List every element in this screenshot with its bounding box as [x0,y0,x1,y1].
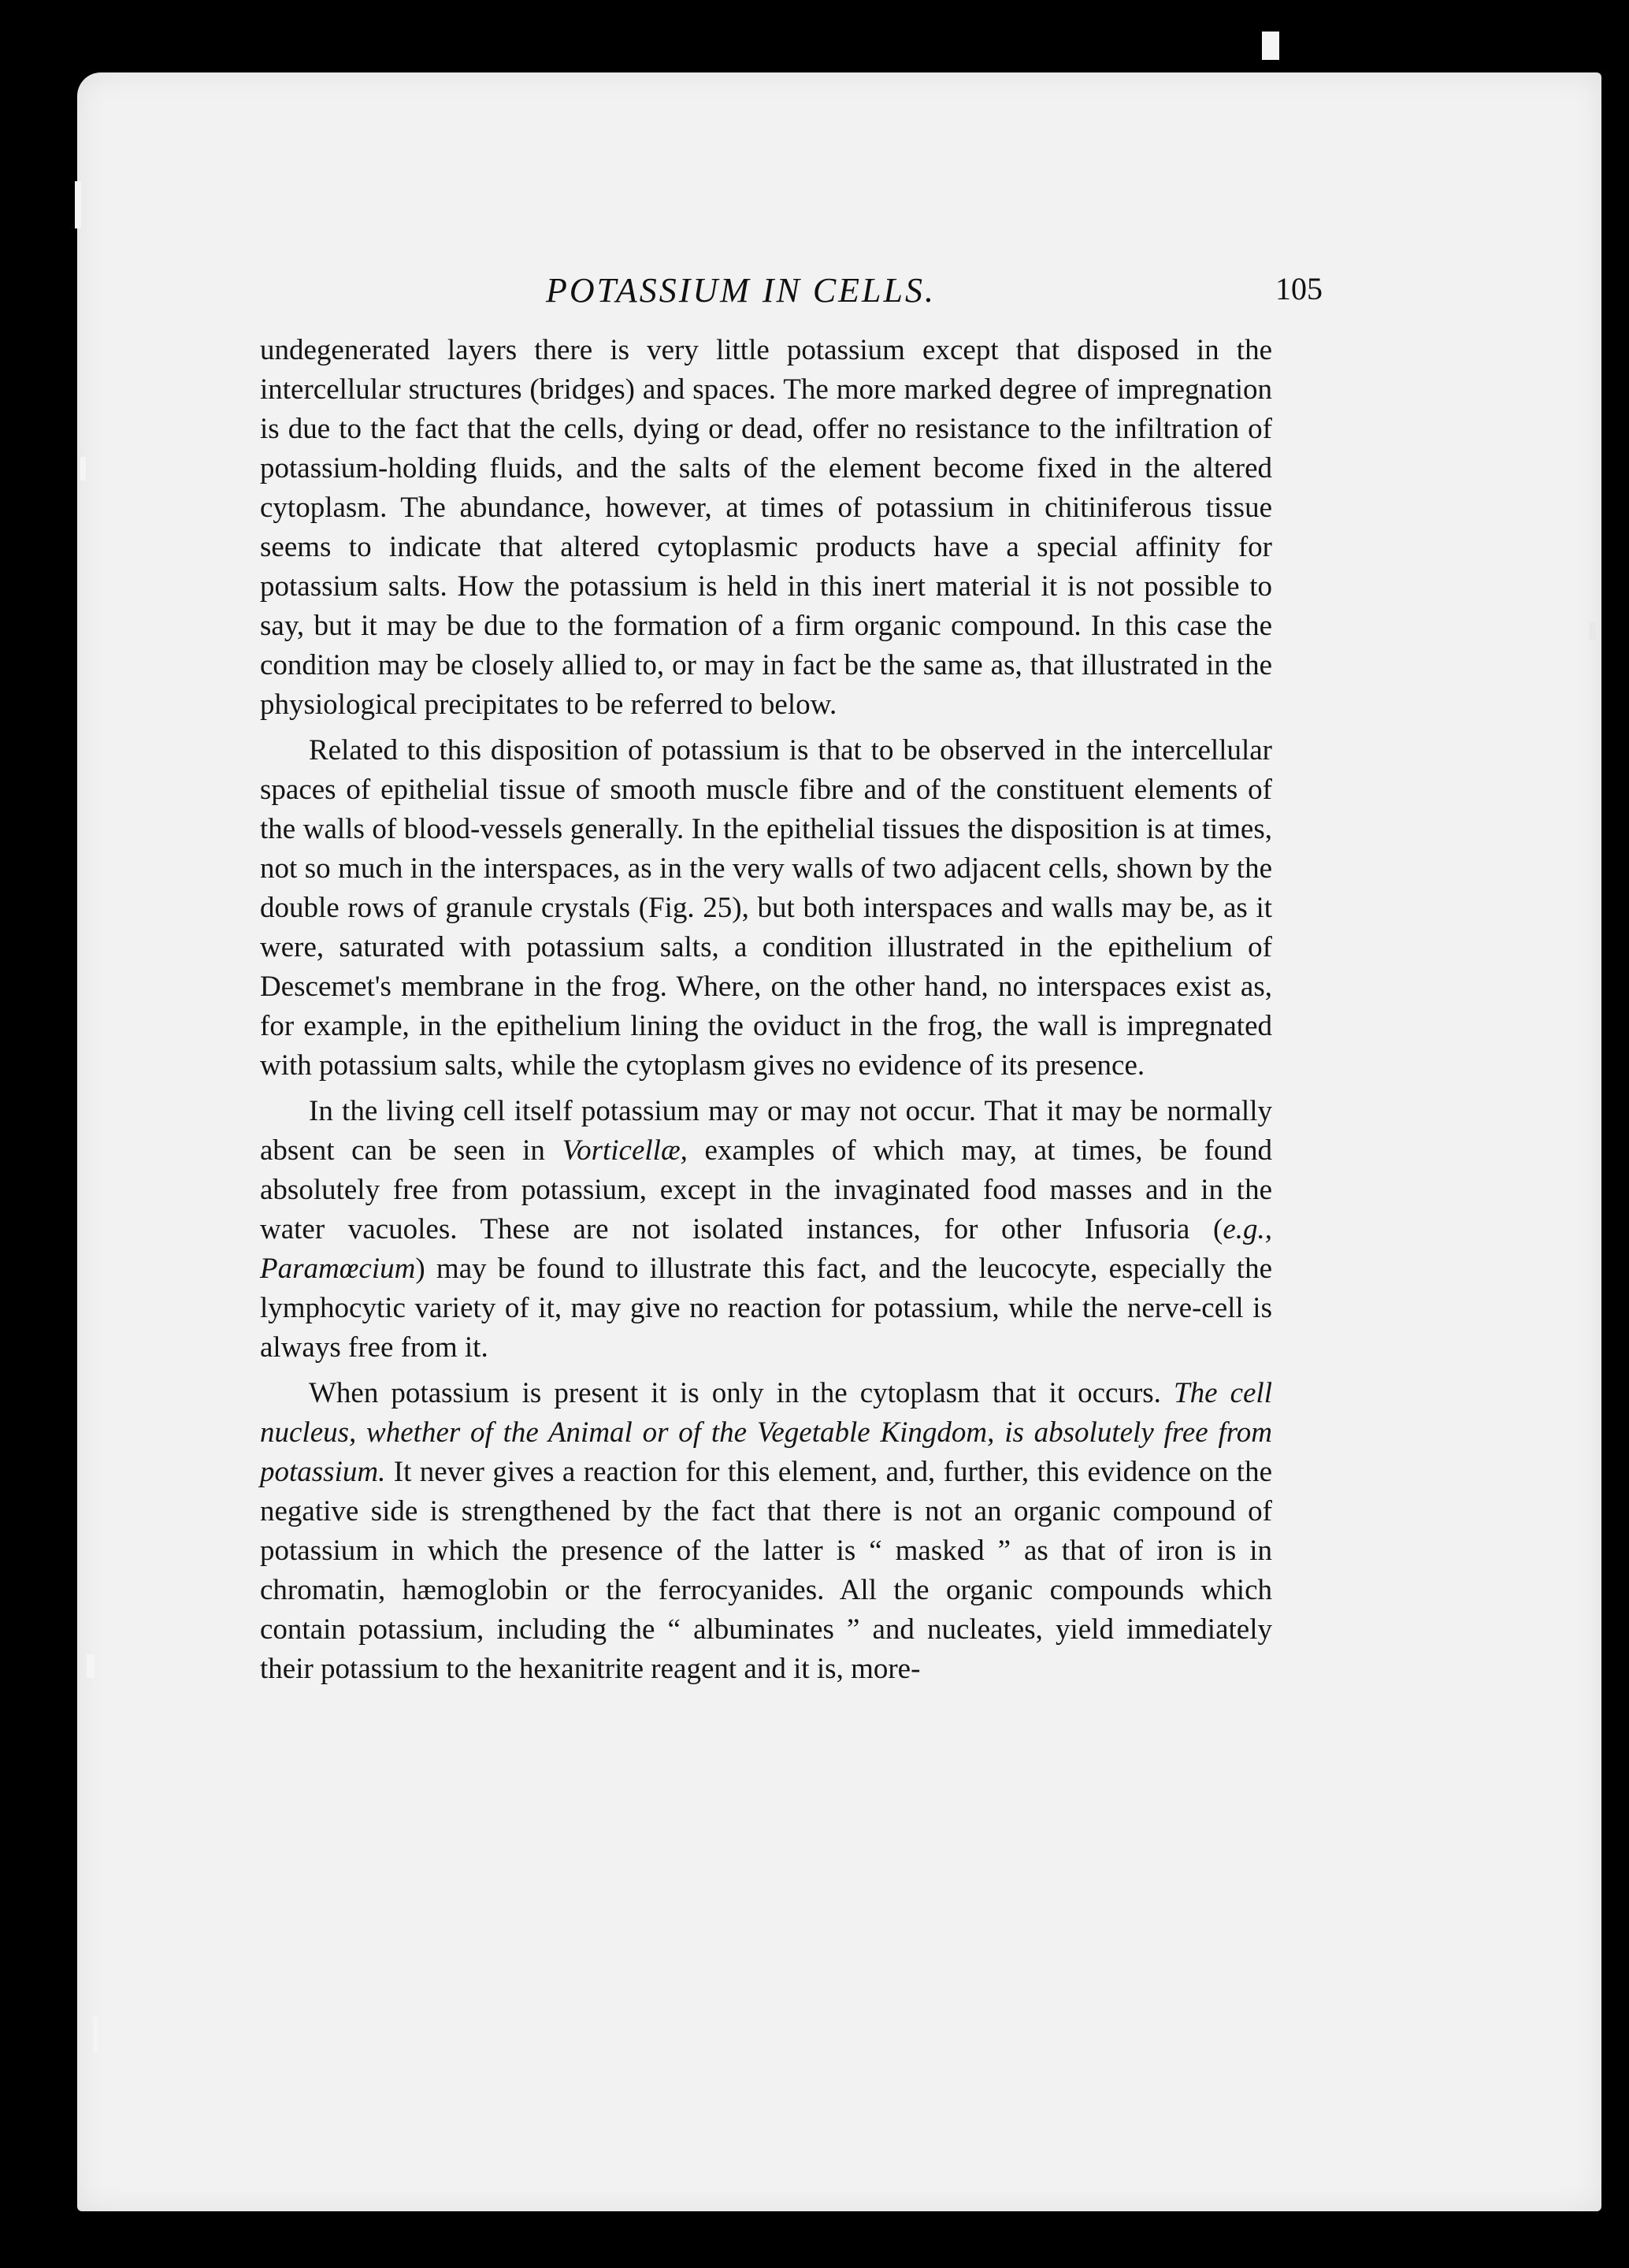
paragraph: undegenerated layers there is very little potassium except that disposed in the intercellular structures (bridges) and spaces. The more marked degree of impregnation is due to the fact that the cells, dying or dead, offer no resistance to the infiltration of potassium-holding fluids, and the salts of the element become fixed in the altered cytoplasm. The abundance, however, at times of potassium in chitiniferous tissue seems to indicate that altered cytoplasmic products have a special affinity for potassium salts. How the potassium is held in this inert material it is not possible to say, but it may be due to the formation of a firm organic compound. In this case the condition may be closely allied to, or may in fact be the same as, that illustrated in the physiological precipitates to be referred to below. [260,334,1272,721]
paragraph-text: It never gives a reaction for this element, and, further, this evidence on the negative side is strengthened by the fact that there is not an organic compound of potassium in which the presence of the latter is “ masked ” as that of iron is in chromatin, hæmoglobin or the ferrocyanides. All the organic compounds which contain potassium, including the “ albuminates ” and nucleates, yield immediately their potassium to the hexanitrite reagent and it is, more- [260,1456,1272,1685]
italic-term: Vorticellæ, [562,1134,688,1167]
margin-speck [1590,622,1596,640]
paragraph: Related to this disposition of potassium is that to be observed in the intercellular spaces of epithelial tissue of smooth muscle fibre and of the constituent elements of the walls of blood-vessels generally. In the epithelial tissues the disposition is at times, not so much in the interspaces, as in the very walls of two adjacent cells, shown by the double rows of granule crystals (Fig. 25), but both interspaces and walls may be, as it were, saturated with potassium salts, a condition illustrated in the epithelium of Descemet's membrane in the frog. Where, on the other hand, no interspaces exist as, for example, in the epithelium lining the oviduct in the frog, the wall is impregnated with potassium salts, while the cytoplasm gives no evidence of its presence. [260,734,1272,1082]
running-title: POTASSIUM IN CELLS. [546,271,936,310]
running-head [546,270,1323,317]
italic-term: e.g., Paramœcium [260,1213,1272,1285]
paragraph [260,1092,1272,1368]
binding-edge-mark [75,181,81,228]
italic-statement: The cell nucleus, whether of the Animal or of the Vegetable Kingdom, is absolutely free from potassium. [260,1377,1272,1488]
body-text [260,331,1272,1695]
paragraph-text: examples of which may, at times, be found absolutely free from potassium, except in the invaginated food masses and in the water vacuoles. These are not isolated instances, for other Infusoria ( [260,1134,1272,1245]
page-number: 105 [1275,271,1323,306]
paragraph-text: When potassium is present it is only in the cytoplasm that it occurs. [309,1377,1174,1409]
top-speck [1262,32,1279,60]
paragraph [260,1374,1272,1689]
binding-edge-mark [80,457,86,481]
binding-edge-mark [87,1654,95,1678]
paragraph-text: ) may be found to illustrate this fact, and the leucocyte, especially the lymphocytic variety of it, may give no reaction for potassium, while the nerve-cell is always free from it. [260,1253,1272,1364]
paragraph-text: In the living cell itself potassium may or may not occur. That it may be normally absent can be seen in [260,1095,1272,1167]
binding-edge-mark [93,2017,98,2052]
